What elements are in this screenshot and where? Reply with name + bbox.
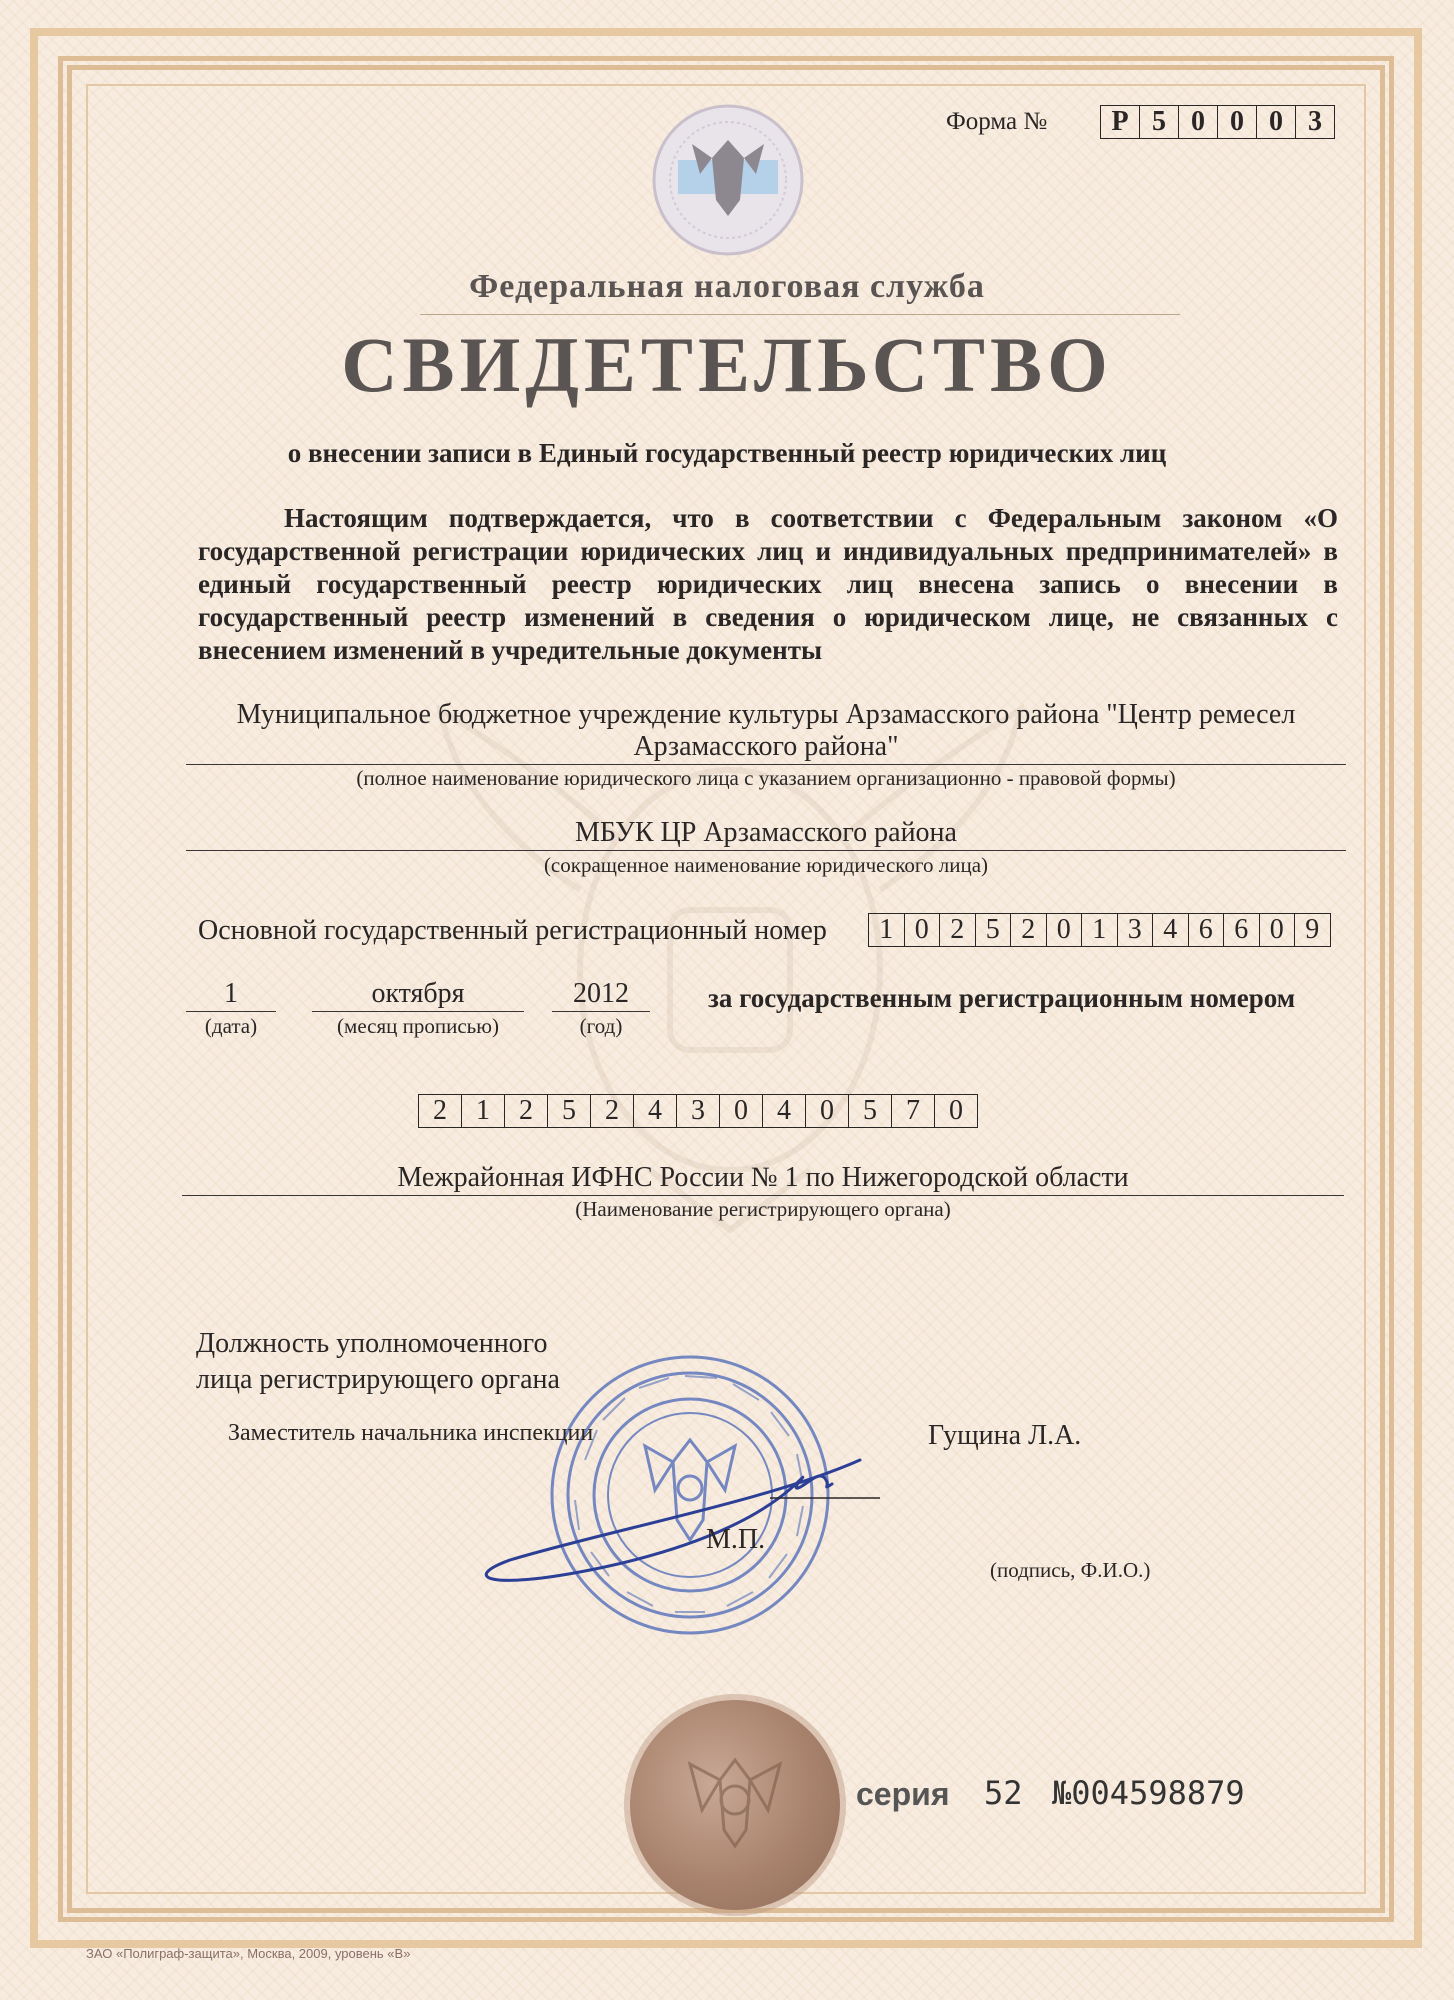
grn-digit: 4 [634,1094,677,1128]
grn-digit: 5 [849,1094,892,1128]
grn-digit: 1 [462,1094,505,1128]
full-name-underline [186,764,1346,765]
embossed-gold-seal-icon [630,1700,840,1910]
ogrn-digit: 6 [1189,913,1225,947]
seal-place-mark: М.П. [706,1524,766,1555]
ogrn-digit: 1 [1082,913,1118,947]
signature-caption: (подпись, Ф.И.О.) [990,1558,1151,1582]
authority-caption: (Наименование регистрирующего органа) [575,1197,951,1221]
ogrn-digit: 2 [940,913,976,947]
ogrn-boxes [868,913,1331,947]
grn-digit: 0 [720,1094,763,1128]
printer-imprint: ЗАО «Полиграф-защита», Москва, 2009, уровень «В» [86,1946,411,1961]
date-year-caption: (год) [579,1014,623,1038]
confirmation-paragraph: Настоящим подтверждается, что в соответствии с Федеральным законом «О государственной регистрации юридических лиц и индивидуальных предпринимателей» в единый государственный реестр юридических лиц внесена запись о внесении в государственный реестр изменений в сведения о юридическом лице, не связанных с внесением изменений в учредительные документы [198,503,1338,665]
ogrn-digit: 3 [1118,913,1154,947]
ogrn-digit: 9 [1295,913,1331,947]
hologram-emblem-icon [648,100,808,260]
handwritten-signature-icon [470,1440,900,1590]
entity-short-name: МБУК ЦР Арзамасского района [575,817,957,848]
ogrn-digit: 6 [1224,913,1260,947]
short-name-caption: (сокращенное наименование юридического лица) [543,853,989,877]
date-year: 2012 [573,978,629,1009]
ogrn-digit: 0 [1260,913,1296,947]
grn-digit: 2 [505,1094,548,1128]
official-label-line2: лица регистрирующего органа [196,1364,560,1395]
short-name-underline [186,850,1346,851]
authority-underline [182,1195,1344,1196]
document-title: СВИДЕТЕЛЬСТВО [341,321,1113,408]
grn-digit: 2 [591,1094,634,1128]
grn-digit: 2 [418,1094,462,1128]
ogrn-label: Основной государственный регистрационный номер [198,915,827,946]
date-month: октября [371,978,465,1009]
grn-digit: 3 [677,1094,720,1128]
date-day-underline [186,1011,276,1012]
ogrn-digit: 1 [868,913,905,947]
form-code-cell: 5 [1140,105,1179,139]
full-name-caption: (полное наименование юридического лица с указанием организационно - правовой формы) [356,766,1176,790]
grn-digit: 0 [806,1094,849,1128]
grn-boxes [418,1094,978,1128]
series-label: серия [856,1776,950,1812]
grn-lead-text: за государственным регистрационным номером [708,983,1296,1013]
date-month-underline [312,1011,524,1012]
agency-underline [420,314,1180,315]
ogrn-digit: 2 [1011,913,1047,947]
grn-digit: 4 [763,1094,806,1128]
grn-digit: 7 [892,1094,935,1128]
form-code-boxes [1100,105,1335,139]
form-code-cell: Р [1100,105,1140,139]
official-position: Заместитель начальника инспекции [228,1420,594,1446]
ogrn-digit: 0 [1047,913,1083,947]
date-day: 1 [224,978,238,1009]
registering-authority-name: Межрайонная ИФНС России № 1 по Нижегородской области [397,1162,1129,1193]
official-position-label [196,1326,560,1398]
form-code-cell: 0 [1179,105,1218,139]
blank-number: №004598879 [1052,1774,1245,1812]
entity-full-name-line1: Муниципальное бюджетное учреждение культуры Арзамасского района "Центр ремесел [236,699,1296,730]
document-subtitle: о внесении записи в Единый государственный реестр юридических лиц [287,438,1167,468]
agency-name: Федеральная налоговая служба [469,268,985,305]
date-day-caption: (дата) [204,1014,258,1038]
date-year-underline [552,1011,650,1012]
ogrn-digit: 5 [976,913,1012,947]
date-month-caption: (месяц прописью) [337,1014,499,1038]
grn-digit: 0 [935,1094,978,1128]
entity-full-name-line2: Арзамасского района" [633,731,899,762]
ogrn-digit: 4 [1153,913,1189,947]
series-value: 52 [984,1774,1023,1812]
form-code-cell: 0 [1257,105,1296,139]
form-code-cell: 3 [1296,105,1335,139]
form-number-label: Форма № [946,108,1048,135]
official-name: Гущина Л.А. [928,1420,1082,1451]
ogrn-digit: 0 [905,913,941,947]
official-label-line1: Должность уполномоченного [196,1328,548,1359]
form-code-cell: 0 [1218,105,1257,139]
grn-digit: 5 [548,1094,591,1128]
